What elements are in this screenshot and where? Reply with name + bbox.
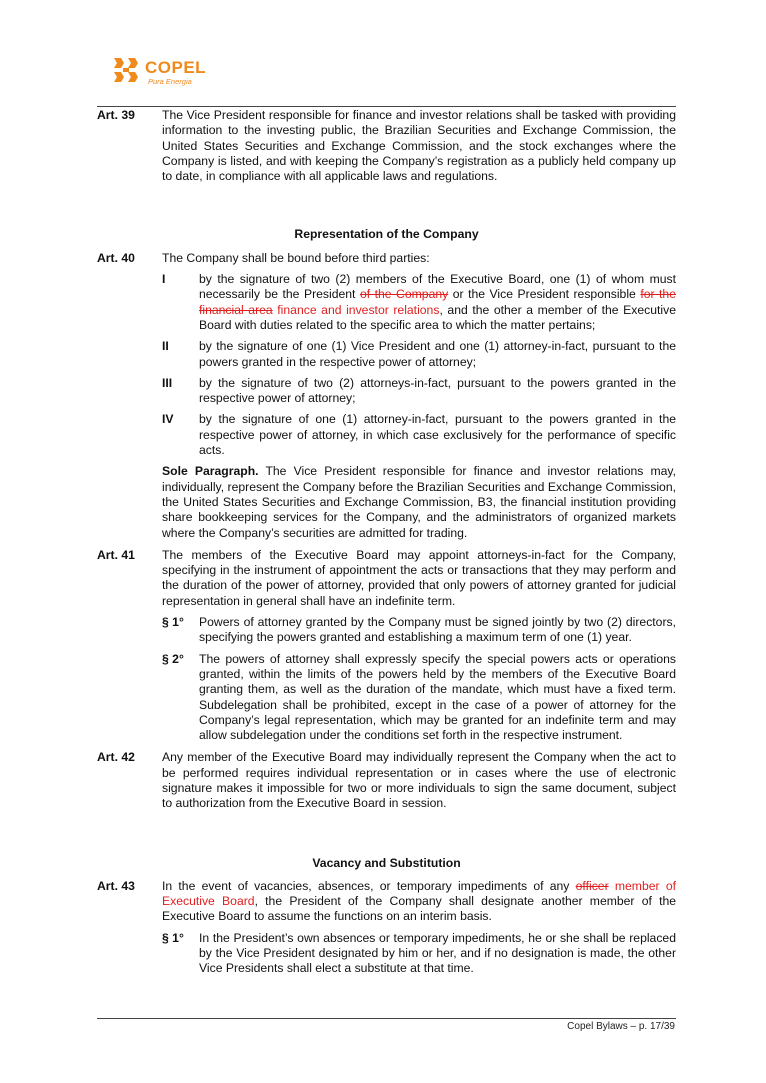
article-number: Art. 42 [97,750,135,765]
page-footer: Copel Bylaws – p. 17/39 [567,1021,675,1032]
inserted-text: finance and investor relations [272,302,440,317]
inserted-text: member of Executive Board [162,878,676,909]
article-43 [97,879,676,977]
deleted-text: officer [575,878,609,893]
item-text: by the signature of two (2) attorneys-in-fact, pursuant to the powers granted in the respective power of attorney; [199,375,676,406]
list-item [162,339,676,370]
paragraph-item [162,615,676,646]
section-heading-vacancy: Vacancy and Substitution [312,855,461,870]
article-number: Art. 41 [97,547,135,562]
article-39 [97,108,676,184]
list-item [162,412,676,458]
footer-divider [97,1018,676,1019]
sole-paragraph-label: Sole Paragraph. [162,464,259,479]
deleted-text: for the financial area [199,287,676,317]
item-text: by the signature of two (2) members of the Executive Board, one (1) of whom must necessarily be the President of the Company or the Vice President responsible for the financial area finance and investor relations, and the other a member of the Executive Board with duties related to the specific area to which the matter pertains; [199,272,677,332]
paragraph-text: Powers of attorney granted by the Company must be signed jointly by two (2) directors, specifying the powers granted and establishing a maximum term of one (1) year. [199,615,676,645]
item-number: III [162,375,173,390]
article-text: The members of the Executive Board may appoint attorneys-in-fact for the Company, specifying in the instrument of appointment the acts or transactions that they may perform and the duration of the power of attorney, provided that only powers of attorney granted for judicial representation in general shall have an indefinite term. [162,547,676,608]
item-text: by the signature of one (1) Vice President and one (1) attorney-in-fact, pursuant to the powers granted in the respective power of attorney; [199,339,676,369]
list-item [162,272,676,333]
item-text: by the signature of one (1) attorney-in-fact, pursuant to the powers granted in the respective power of attorney, in which case exclusively for the performance of specific acts. [199,412,676,458]
article-text: In the event of vacancies, absences, or temporary impediments of any officer member of Executive Board, the President of the Company shall designate another member of the Executive Board to assume the functions on an interim basis. [162,878,677,924]
paragraph-item [162,931,676,977]
deleted-text: of the Company [359,287,449,302]
logo-tagline: Pura Energia [148,77,192,86]
header-divider [97,106,676,107]
paragraph-number: § 2° [162,651,184,666]
sole-paragraph: Sole Paragraph. The Vice President responsible for finance and investor relations may, individually, represent the Company before the Brazilian Securities and Exchange Commission, the United States Securities and Exchange Commission, B3, the financial institution providing share bookkeeping services for the Company, and the administrators of organized markets where the Company’s securities are admitted for trading. [162,464,676,540]
paragraph-item [162,652,676,744]
article-text: Any member of the Executive Board may individually represent the Company when the act to be performed requires individual representation or in cases where the use of electronic signature makes it impossible for two or more individuals to sign the same document, subject to authorization from the Executive Board in session. [162,750,676,811]
article-number: Art. 40 [97,250,135,265]
copel-logo-icon [112,56,142,86]
article-intro: The Company shall be bound before third parties: [162,250,430,265]
list-item [162,376,676,407]
paragraph-text: In the President’s own absences or temporary impediments, he or she shall be replaced by the Vice President designated by him or her, and if no designation is made, the other Vice Presidents shall elect a substitute at that time. [199,930,676,976]
paragraph-text: The powers of attorney shall expressly specify the special powers acts or operations granted, within the limits of the powers held by the members of the Executive Board granting them, as well as the duration of the mandate, which must have a fixed term. Subdelegation shall be prohibited, except in the case of a power of attorney for the Company’s legal representation, which may be granted for an indefinite term and may allow subdelegation under the conditions set forth in the respective instrument. [199,651,676,743]
logo-wordmark: COPEL [145,58,207,77]
article-40 [97,251,676,541]
paragraph-number: § 1° [162,615,184,630]
article-text: The Vice President responsible for finance and investor relations shall be tasked with providing information to the investing public, the Brazilian Securities and Exchange Commission, the United States Securities and Exchange Commission, and the stock exchanges where the Company is listed, and with keeping the Company’s registration as a publicly held company up to date, in compliance with all applicable laws and regulations. [162,108,676,184]
copel-logo [112,56,212,90]
item-number: II [162,339,169,354]
paragraph-number: § 1° [162,930,184,945]
article-number: Art. 43 [97,878,135,893]
document-body [97,108,676,984]
item-number: I [162,272,166,287]
article-42 [97,750,676,811]
item-number: IV [162,412,174,427]
section-heading-representation: Representation of the Company [294,227,479,242]
article-number: Art. 39 [97,108,135,122]
article-41 [97,548,676,744]
